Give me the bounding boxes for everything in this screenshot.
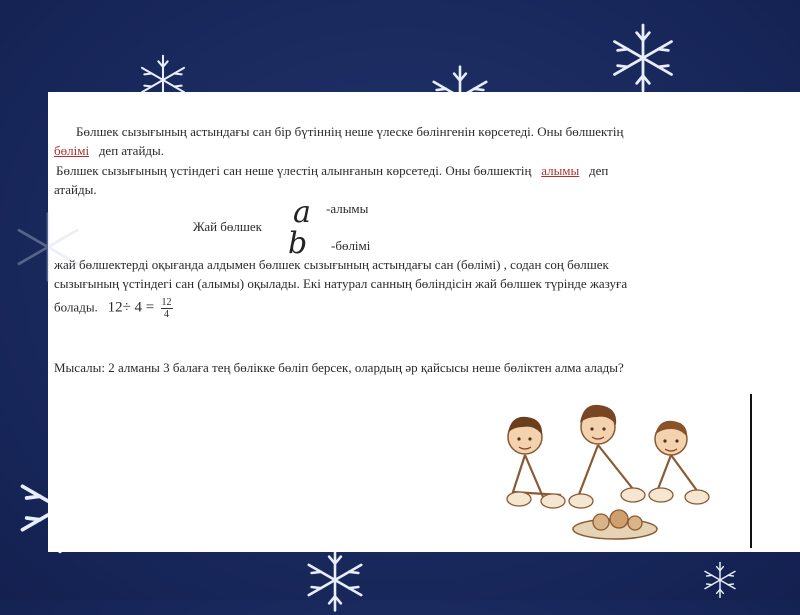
result-fraction bbox=[161, 297, 173, 320]
paragraph2-line2: атайды. bbox=[54, 182, 97, 197]
paragraph2-head: Бөлшек сызығының үстіндегі сан неше үлестің алынғанын көрсетеді. Оны бөлшектің bbox=[56, 163, 532, 178]
paragraph2-tail: деп bbox=[589, 163, 609, 178]
paragraph2-line1 bbox=[56, 162, 608, 179]
result-numerator: 12 bbox=[161, 297, 172, 308]
term-denominator: бөлімі bbox=[54, 143, 90, 158]
paragraph3-line3 bbox=[54, 297, 173, 320]
paragraph1-line2 bbox=[54, 142, 164, 159]
paragraph1-tail: деп атайды. bbox=[98, 143, 165, 158]
paragraph3-line2: сызығының үстіндегі сан (алымы) оқылады. Екі натурал санның бөліндісін жай бөлшек түрінде жазуға bbox=[54, 276, 628, 291]
simple-fraction-label: Жай бөлшек bbox=[193, 219, 262, 234]
result-denominator: 4 bbox=[164, 309, 170, 320]
example-text: Мысалы: 2 алманы 3 балаға тең бөлікке бөліп берсек, олардың әр қайсысы неше бөліктен алма алады? bbox=[54, 360, 624, 375]
children-apples-illustration bbox=[483, 397, 723, 547]
denominator-label: -бөлімі bbox=[331, 238, 371, 253]
paragraph1-line1: Бөлшек сызығының астындағы сан бір бүтіннің неше үлеске бөлінгенін көрсетеді. Оны бөлшектің bbox=[76, 124, 624, 139]
vertical-divider bbox=[750, 394, 752, 548]
paragraph3-line1: жай бөлшектерді оқығанда алдымен бөлшек сызығының астындағы сан (бөлімі) , содан соң бөлшек bbox=[54, 257, 609, 272]
child-face-icon bbox=[655, 421, 687, 455]
snowflake-icon bbox=[700, 560, 740, 600]
paragraph3-head: болады. bbox=[54, 299, 98, 315]
snowflake-icon bbox=[605, 20, 681, 96]
numerator-label: -алымы bbox=[326, 201, 369, 216]
denominator-symbol: b bbox=[288, 226, 308, 261]
child-face-icon bbox=[580, 405, 616, 444]
numerator-symbol: a bbox=[293, 195, 311, 230]
child-face-icon bbox=[508, 417, 542, 454]
slide-content-panel bbox=[48, 92, 800, 552]
snowflake-icon bbox=[300, 545, 370, 615]
division-expression: 12÷ 4 = bbox=[107, 299, 155, 316]
term-numerator: алымы bbox=[541, 163, 580, 178]
